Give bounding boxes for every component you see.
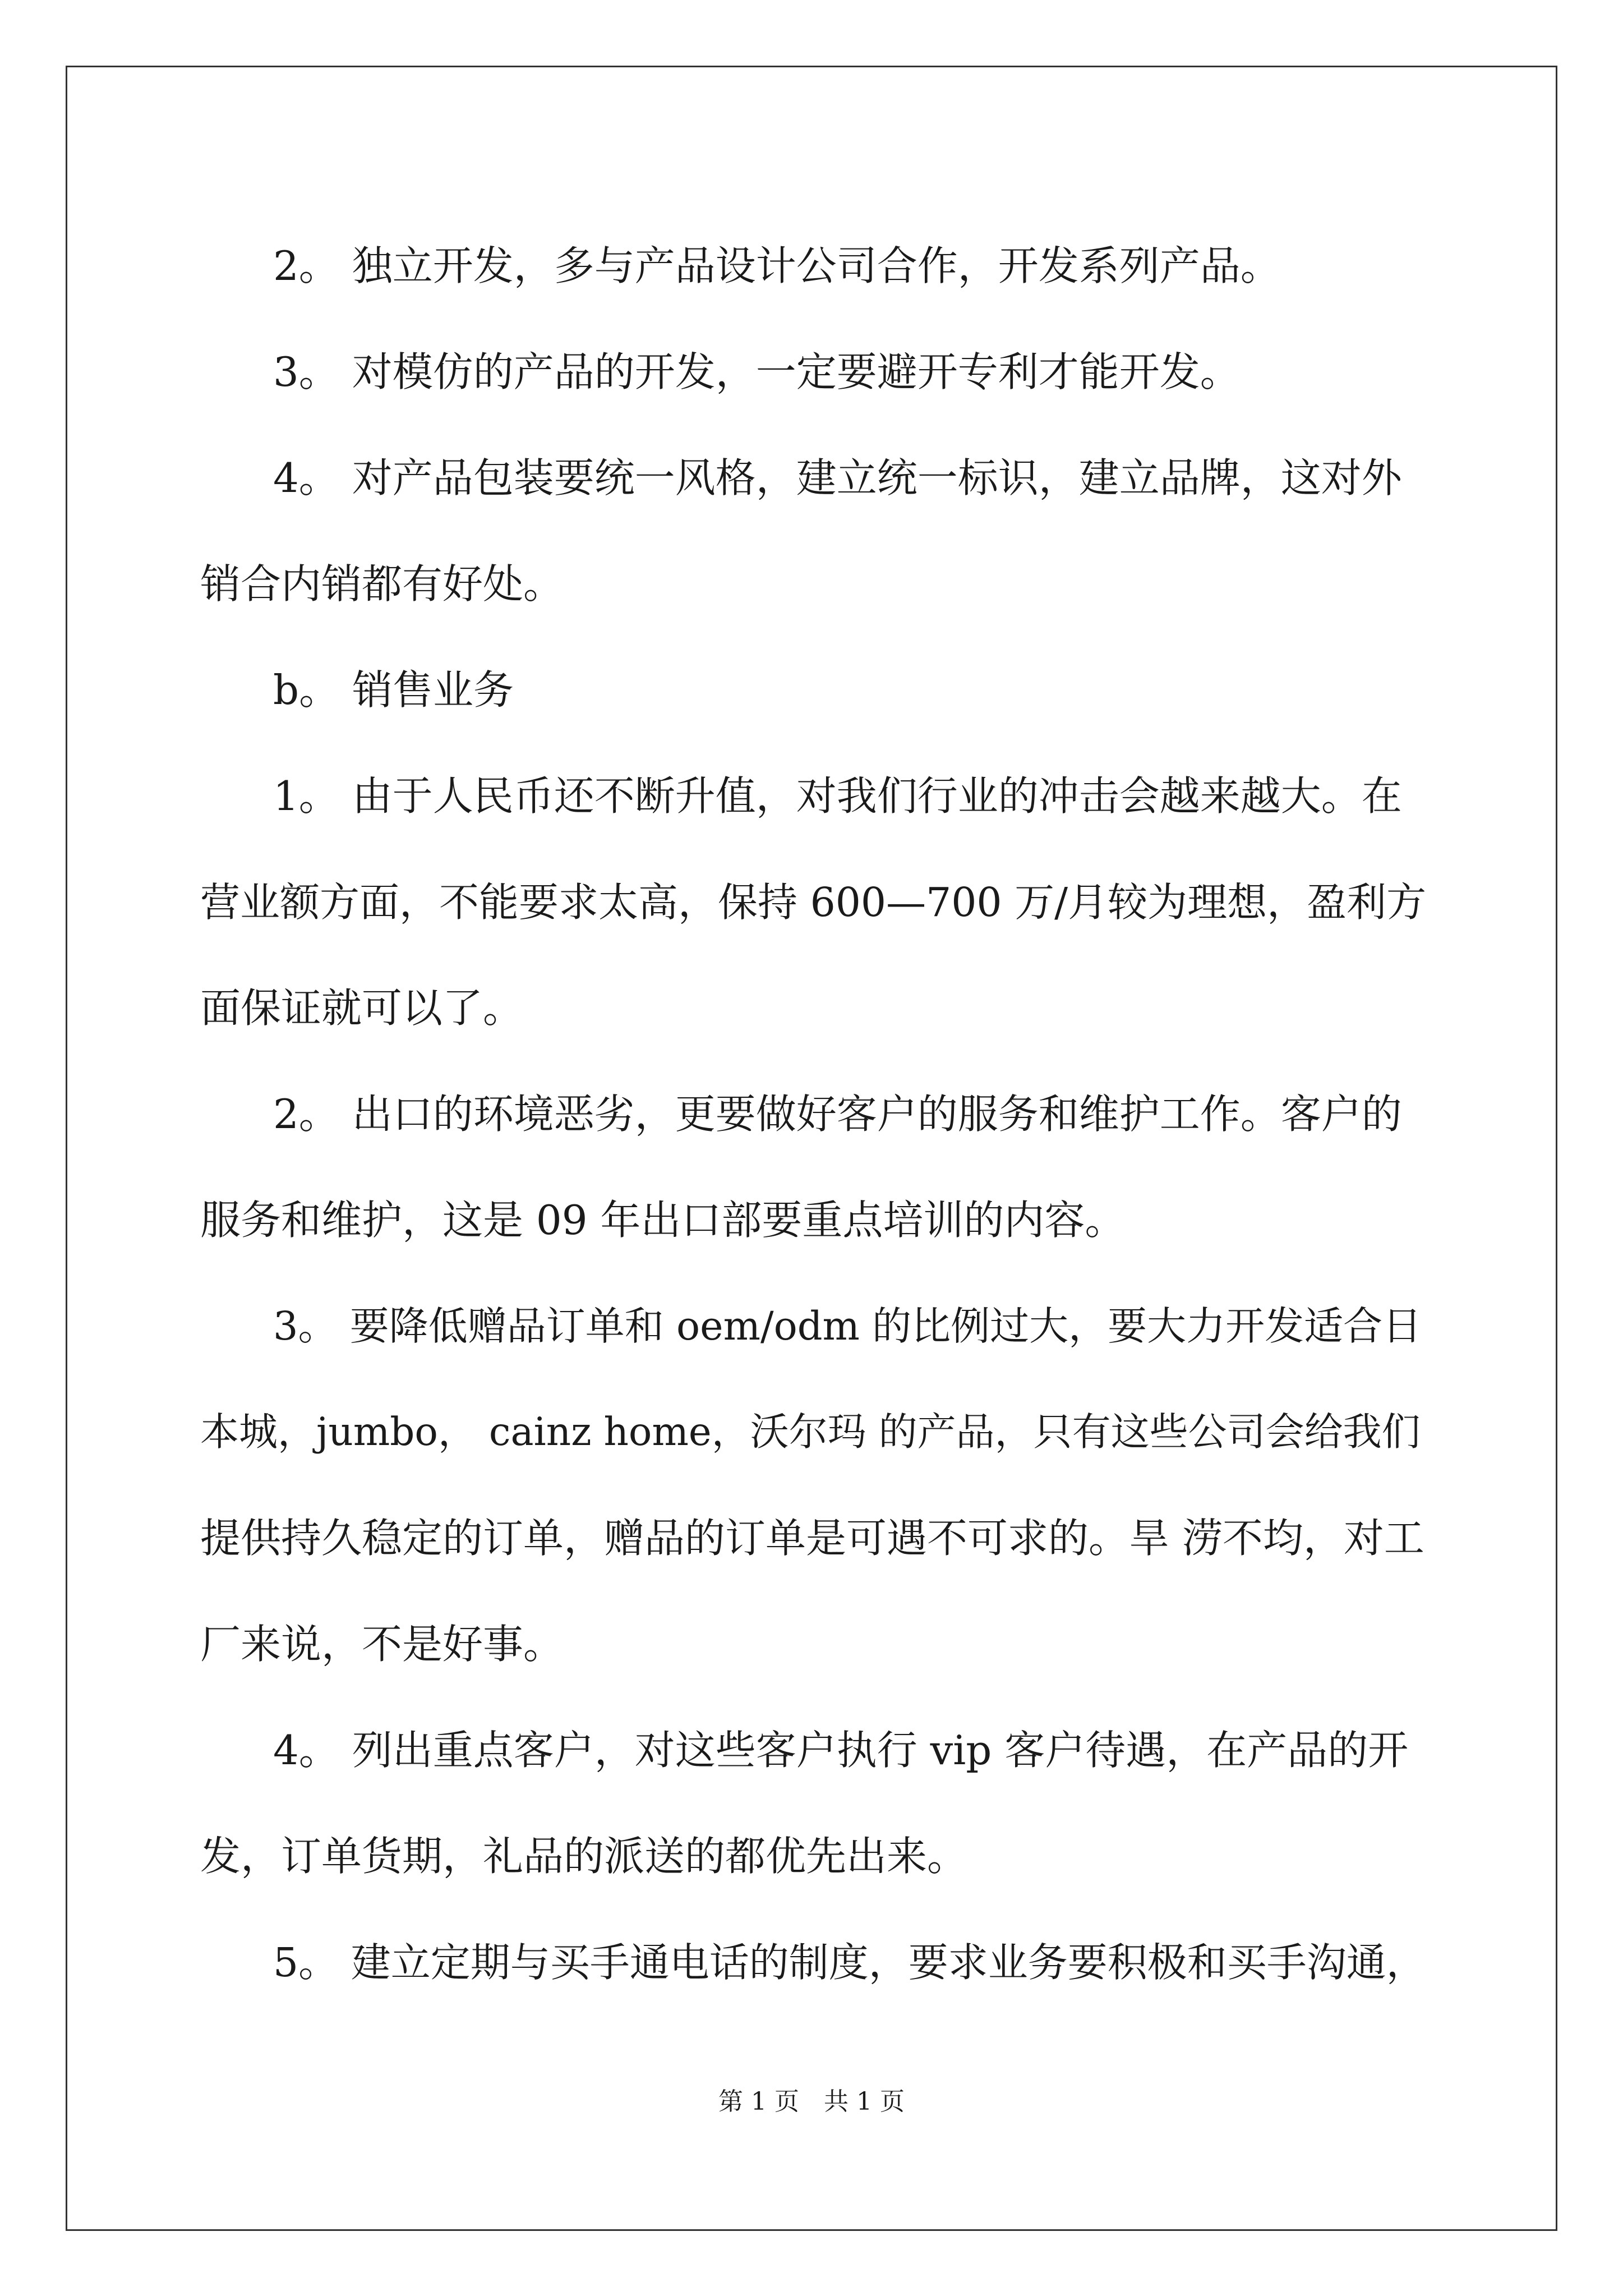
paragraph-line: 2。 出口的环境恶劣，更要做好客户的服务和维护工作。客户的 [273, 1091, 1402, 1138]
paragraph-line: 4。 列出重点客户，对这些客户执行 vip 客户待遇，在产品的开 [273, 1727, 1409, 1774]
paragraph-line: 1。 由于人民币还不断升值，对我们行业的冲击会越来越大。在 [273, 772, 1402, 820]
paragraph-line: 面保证就可以了。 [200, 984, 524, 1032]
paragraph-line: 提供持久稳定的订单，赠品的订单是可遇不可求的。旱 涝不均，对工 [200, 1515, 1424, 1562]
paragraph-line: 厂来说，不是好事。 [200, 1621, 564, 1668]
paragraph-line: 4。 对产品包装要统一风格，建立统一标识，建立品牌，这对外 [273, 454, 1402, 501]
paragraph-line: 3。 要降低赠品订单和 oem/odm 的比例过大，要大力开发适合日 [273, 1303, 1422, 1349]
paragraph-line: 服务和维护，这是 09 年出口部要重点培训的内容。 [200, 1197, 1126, 1244]
paragraph-line: 营业额方面，不能要求太高，保持 600—700 万/月较为理想，盈利方 [200, 879, 1427, 926]
paragraph-line: 销合内销都有好处。 [200, 560, 564, 608]
paragraph-line: 5。 建立定期与买手通电话的制度，要求业务要积极和买手沟通， [273, 1939, 1426, 1986]
paragraph-line: 本城，jumbo， cainz home，沃尔玛 的产品，只有这些公司会给我们 [200, 1410, 1421, 1455]
paragraph-line: 2。 独立开发，多与产品设计公司合作，开发系列产品。 [273, 242, 1281, 289]
page-footer: 第 1 页 共 1 页 [718, 2087, 905, 2116]
paragraph-line: 发，订单货期，礼品的派送的都优先出来。 [200, 1833, 968, 1880]
section-heading: b。 销售业务 [273, 666, 514, 714]
paragraph-line: 3。 对模仿的产品的开发，一定要避开专利才能开发。 [273, 348, 1241, 395]
document-body [200, 213, 1428, 2016]
